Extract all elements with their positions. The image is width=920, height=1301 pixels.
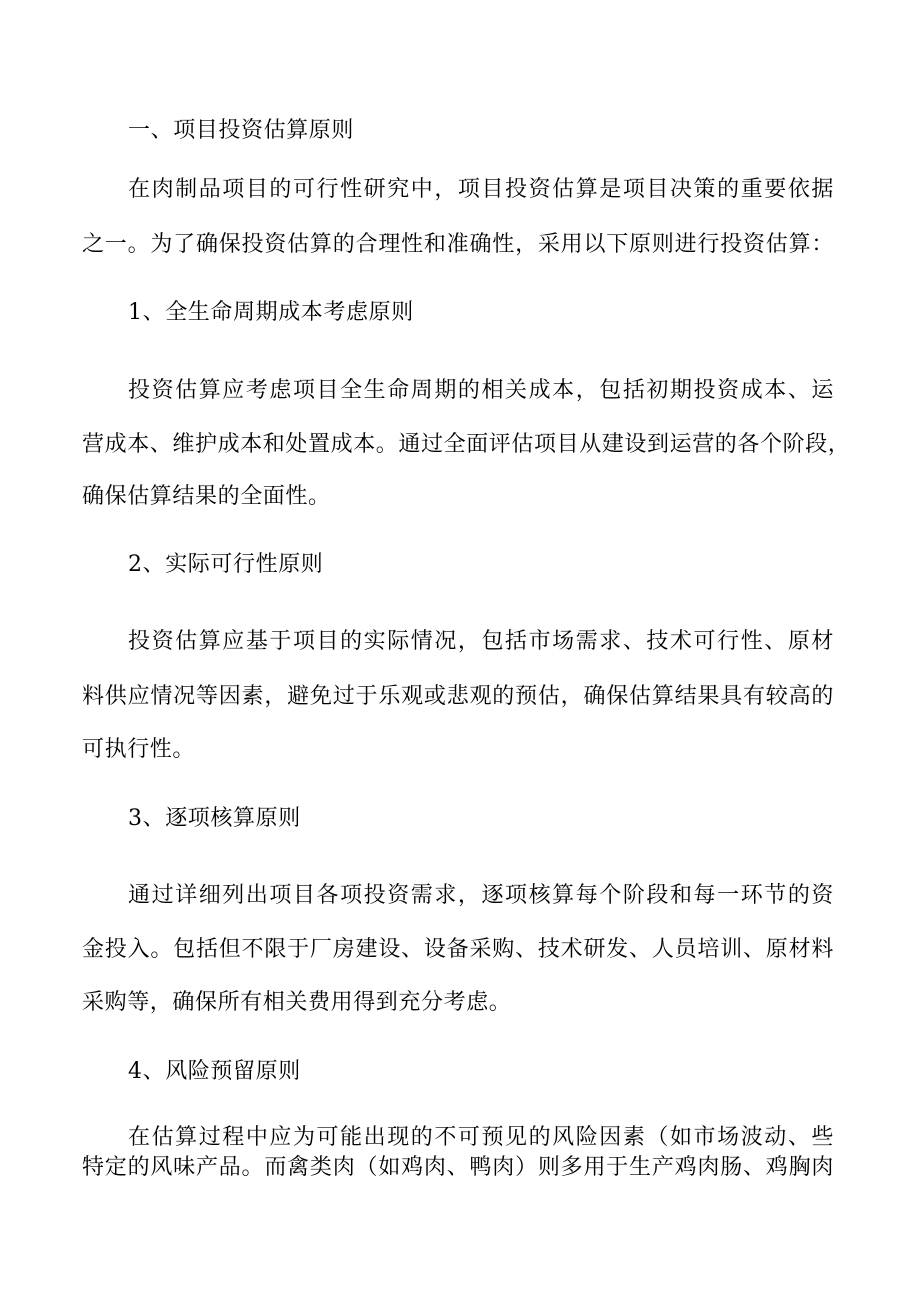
principle-1-line-2: 营成本、维护成本和处置成本。通过全面评估项目从建设到运营的各个阶段， <box>82 432 851 457</box>
principle-2-line-1: 投资估算应基于项目的实际情况，包括市场需求、技术可行性、原材 <box>128 629 834 654</box>
principle-2-line-2: 料供应情况等因素，避免过于乐观或悲观的预估，确保估算结果具有较高的 <box>82 684 834 709</box>
principle-4-heading: 4、风险预留原则 <box>128 1059 301 1084</box>
principle-1-line-3: 确保估算结果的全面性。 <box>82 484 331 509</box>
principle-1-line-1: 投资估算应考虑项目全生命周期的相关成本，包括初期投资成本、运 <box>128 378 834 403</box>
section-heading: 一、项目投资估算原则 <box>128 118 355 143</box>
principle-3-line-1: 通过详细列出项目各项投资需求，逐项核算每个阶段和每一环节的资 <box>128 883 834 908</box>
principle-2-heading: 2、实际可行性原则 <box>128 552 324 577</box>
principle-4-line-1: 在估算过程中应为可能出现的不可预见的风险因素（如市场波动、些 <box>128 1125 834 1150</box>
intro-line-2: 之一。为了确保投资估算的合理性和准确性，采用以下原则进行投资估算： <box>82 232 834 257</box>
principle-2-line-3: 可执行性。 <box>82 737 196 762</box>
principle-1-heading: 1、全生命周期成本考虑原则 <box>128 300 414 325</box>
principle-3-heading: 3、逐项核算原则 <box>128 806 301 831</box>
principle-4-line-2: 特定的风味产品。而禽类肉（如鸡肉、鸭肉）则多用于生产鸡肉肠、鸡胸肉 <box>82 1155 834 1180</box>
principle-3-line-2: 金投入。包括但不限于厂房建设、设备采购、技术研发、人员培训、原材料 <box>82 937 834 962</box>
principle-3-line-3: 采购等，确保所有相关费用得到充分考虑。 <box>82 990 512 1015</box>
intro-line-1: 在肉制品项目的可行性研究中，项目投资估算是项目决策的重要依据 <box>128 177 834 202</box>
